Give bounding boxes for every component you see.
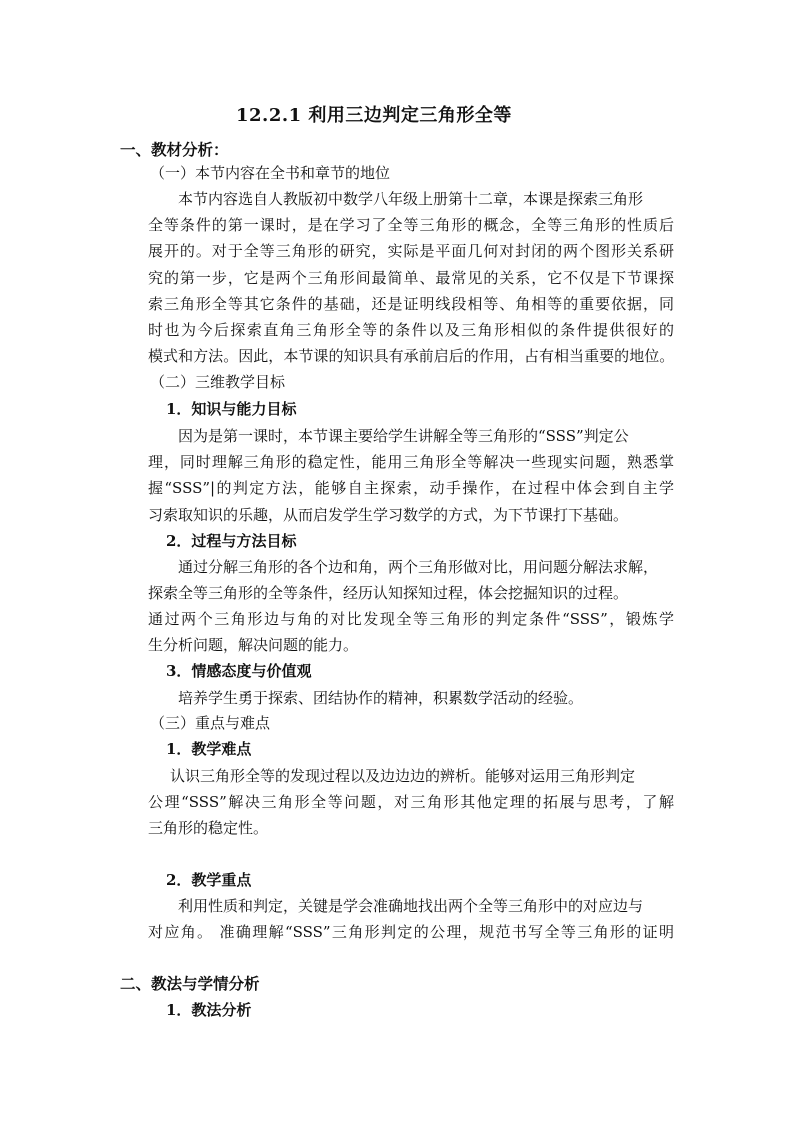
section-heading: 二、教法与学情分析 bbox=[120, 974, 260, 993]
section-heading: 一、教材分析： bbox=[120, 140, 229, 159]
paragraph-line: 展开的。对于全等三角形的研究，实际是平面几何对封闭的两个图形关系研 bbox=[148, 242, 674, 260]
item-heading: 1．教学难点 bbox=[166, 740, 252, 758]
paragraph-line: 理，同时理解三角形的稳定性，能用三角形全等解决一些现实问题，熟悉掌 bbox=[148, 453, 674, 471]
paragraph-line: 习索取知识的乐趣，从而启发学生学习数学的方式，为下节课打下基础。 bbox=[148, 506, 629, 524]
paragraph-line: 握“SSS”|的判定方法，能够自主探索，动手操作，在过程中体会到自主学 bbox=[148, 479, 674, 497]
paragraph-line: 三角形的稳定性。 bbox=[148, 819, 269, 837]
paragraph-line: 通过两个三角形边与角的对比发现全等三角形的判定条件“SSS”，锻炼学 bbox=[148, 610, 674, 628]
subsection-heading: （三）重点与难点 bbox=[150, 714, 271, 732]
paragraph-line: 利用性质和判定，关键是学会准确地找出两个全等三角形中的对应边与 bbox=[178, 897, 644, 915]
item-heading: 2．教学重点 bbox=[166, 871, 252, 889]
paragraph-line: 培养学生勇于探索、团结协作的精神，积累数学活动的经验。 bbox=[178, 689, 584, 707]
paragraph-line: 时也为今后探索直角三角形全等的条件以及三角形相似的条件提供很好的 bbox=[148, 321, 674, 339]
paragraph-line: 通过分解三角形的各个边和角，两个三角形做对比，用问题分解法求解， bbox=[178, 558, 659, 576]
paragraph-line: 认识三角形全等的发现过程以及边边边的辨析。能够对运用三角形判定 bbox=[170, 767, 636, 785]
subsection-heading: （二）三维教学目标 bbox=[150, 373, 286, 391]
paragraph-line: 全等条件的第一课时，是在学习了全等三角形的概念，全等三角形的性质后 bbox=[148, 216, 674, 234]
page-title: 12.2.1 利用三边判定三角形全等 bbox=[236, 105, 512, 126]
item-heading: 1．教法分析 bbox=[166, 1001, 252, 1019]
item-heading: 1．知识与能力目标 bbox=[166, 400, 297, 418]
paragraph-line: 公理“SSS”解决三角形全等问题，对三角形其他定理的拓展与思考，了解 bbox=[148, 793, 674, 811]
paragraph-line: 因为是第一课时，本节课主要给学生讲解全等三角形的“SSS”判定公 bbox=[178, 427, 629, 445]
paragraph-line: 模式和方法。因此，本节课的知识具有承前启后的作用，占有相当重要的地位。 bbox=[148, 347, 674, 365]
paragraph-line: 究的第一步，它是两个三角形间最简单、最常见的关系，它不仅是下节课探 bbox=[148, 269, 674, 287]
item-heading: 2．过程与方法目标 bbox=[166, 532, 297, 550]
paragraph-line: 探索全等三角形的全等条件，经历认知探知过程，体会挖掘知识的过程。 bbox=[148, 584, 629, 602]
subsection-heading: （一）本节内容在全书和章节的地位 bbox=[150, 164, 391, 182]
paragraph-line: 索三角形全等其它条件的基础，还是证明线段相等、角相等的重要依据，同 bbox=[148, 295, 674, 313]
paragraph-line: 对应角。 准确理解“SSS”三角形判定的公理，规范书写全等三角形的证明 bbox=[148, 923, 674, 941]
paragraph-line: 本节内容选自人教版初中数学八年级上册第十二章，本课是探索三角形 bbox=[178, 190, 644, 208]
paragraph-line: 生分析问题，解决问题的能力。 bbox=[148, 636, 359, 654]
item-heading: 3．情感态度与价值观 bbox=[166, 662, 312, 680]
